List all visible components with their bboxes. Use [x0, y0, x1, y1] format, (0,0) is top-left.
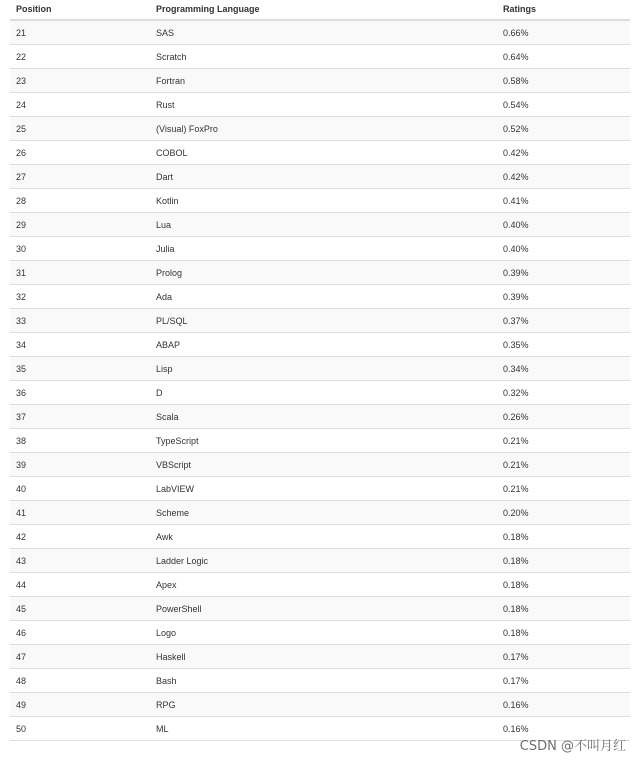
cell-language: Ada: [150, 285, 497, 309]
cell-language: LabVIEW: [150, 477, 497, 501]
cell-language: ML: [150, 717, 497, 741]
cell-rating: 0.18%: [497, 525, 630, 549]
cell-language: RPG: [150, 693, 497, 717]
cell-rating: 0.35%: [497, 333, 630, 357]
cell-language: Bash: [150, 669, 497, 693]
cell-rating: 0.34%: [497, 357, 630, 381]
table-row: [10, 285, 630, 309]
cell-language: (Visual) FoxPro: [150, 117, 497, 141]
table-row: [10, 237, 630, 261]
cell-position: 39: [10, 453, 150, 477]
cell-position: 31: [10, 261, 150, 285]
table-row: [10, 189, 630, 213]
cell-rating: 0.18%: [497, 573, 630, 597]
cell-rating: 0.64%: [497, 45, 630, 69]
table-row: [10, 261, 630, 285]
cell-rating: 0.17%: [497, 669, 630, 693]
cell-rating: 0.52%: [497, 117, 630, 141]
table-row: [10, 117, 630, 141]
cell-language: Logo: [150, 621, 497, 645]
table-row: [10, 621, 630, 645]
cell-rating: 0.40%: [497, 237, 630, 261]
cell-rating: 0.18%: [497, 549, 630, 573]
table-row: [10, 597, 630, 621]
table-row: [10, 69, 630, 93]
table-row: [10, 693, 630, 717]
cell-position: 46: [10, 621, 150, 645]
table-row: [10, 93, 630, 117]
cell-position: 29: [10, 213, 150, 237]
cell-position: 27: [10, 165, 150, 189]
table-row: [10, 165, 630, 189]
header-ratings: Ratings: [497, 0, 630, 20]
cell-language: Lua: [150, 213, 497, 237]
cell-rating: 0.26%: [497, 405, 630, 429]
cell-rating: 0.54%: [497, 93, 630, 117]
cell-rating: 0.17%: [497, 645, 630, 669]
cell-position: 28: [10, 189, 150, 213]
cell-position: 40: [10, 477, 150, 501]
table-row: [10, 309, 630, 333]
table-row: [10, 213, 630, 237]
cell-position: 48: [10, 669, 150, 693]
cell-position: 33: [10, 309, 150, 333]
cell-language: Lisp: [150, 357, 497, 381]
cell-rating: 0.16%: [497, 693, 630, 717]
cell-language: Kotlin: [150, 189, 497, 213]
table-row: [10, 525, 630, 549]
cell-rating: 0.42%: [497, 141, 630, 165]
cell-rating: 0.18%: [497, 597, 630, 621]
table-row: [10, 381, 630, 405]
ranking-table: [10, 0, 630, 741]
cell-language: TypeScript: [150, 429, 497, 453]
cell-position: 23: [10, 69, 150, 93]
cell-rating: 0.39%: [497, 261, 630, 285]
cell-position: 42: [10, 525, 150, 549]
table-row: [10, 357, 630, 381]
cell-rating: 0.39%: [497, 285, 630, 309]
cell-rating: 0.42%: [497, 165, 630, 189]
cell-language: Apex: [150, 573, 497, 597]
cell-rating: 0.21%: [497, 453, 630, 477]
cell-position: 24: [10, 93, 150, 117]
cell-language: Prolog: [150, 261, 497, 285]
cell-position: 44: [10, 573, 150, 597]
cell-position: 43: [10, 549, 150, 573]
cell-rating: 0.16%: [497, 717, 630, 741]
table-row: [10, 573, 630, 597]
cell-rating: 0.41%: [497, 189, 630, 213]
csdn-watermark: CSDN @不叫月红: [519, 739, 626, 754]
cell-position: 26: [10, 141, 150, 165]
table-row: [10, 333, 630, 357]
cell-rating: 0.18%: [497, 621, 630, 645]
cell-position: 45: [10, 597, 150, 621]
cell-rating: 0.40%: [497, 213, 630, 237]
cell-language: Dart: [150, 165, 497, 189]
cell-rating: 0.32%: [497, 381, 630, 405]
table-row: [10, 405, 630, 429]
cell-rating: 0.21%: [497, 477, 630, 501]
cell-position: 47: [10, 645, 150, 669]
cell-rating: 0.20%: [497, 501, 630, 525]
table-row: [10, 549, 630, 573]
cell-language: Scratch: [150, 45, 497, 69]
table-body: [10, 20, 630, 741]
cell-position: 38: [10, 429, 150, 453]
header-position: Position: [10, 0, 150, 20]
cell-language: Julia: [150, 237, 497, 261]
cell-language: D: [150, 381, 497, 405]
cell-language: PowerShell: [150, 597, 497, 621]
cell-position: 22: [10, 45, 150, 69]
table-row: [10, 669, 630, 693]
cell-language: Awk: [150, 525, 497, 549]
cell-position: 35: [10, 357, 150, 381]
table-row: [10, 45, 630, 69]
cell-position: 37: [10, 405, 150, 429]
cell-position: 34: [10, 333, 150, 357]
cell-position: 30: [10, 237, 150, 261]
cell-position: 49: [10, 693, 150, 717]
cell-language: Fortran: [150, 69, 497, 93]
table-row: [10, 501, 630, 525]
cell-position: 25: [10, 117, 150, 141]
cell-language: Scala: [150, 405, 497, 429]
table-row: [10, 477, 630, 501]
cell-position: 50: [10, 717, 150, 741]
cell-rating: 0.58%: [497, 69, 630, 93]
cell-language: Scheme: [150, 501, 497, 525]
cell-language: Rust: [150, 93, 497, 117]
cell-language: ABAP: [150, 333, 497, 357]
cell-rating: 0.66%: [497, 20, 630, 45]
cell-language: SAS: [150, 20, 497, 45]
cell-position: 32: [10, 285, 150, 309]
table-row: [10, 141, 630, 165]
cell-language: COBOL: [150, 141, 497, 165]
table-row: [10, 453, 630, 477]
table-row: [10, 429, 630, 453]
cell-language: Haskell: [150, 645, 497, 669]
table-row: [10, 645, 630, 669]
cell-rating: 0.21%: [497, 429, 630, 453]
header-row: [10, 0, 630, 20]
table-header: [10, 0, 630, 20]
header-language: Programming Language: [150, 0, 497, 20]
cell-language: Ladder Logic: [150, 549, 497, 573]
table-row: [10, 20, 630, 45]
cell-language: VBScript: [150, 453, 497, 477]
cell-position: 21: [10, 20, 150, 45]
cell-rating: 0.37%: [497, 309, 630, 333]
cell-position: 36: [10, 381, 150, 405]
cell-language: PL/SQL: [150, 309, 497, 333]
cell-position: 41: [10, 501, 150, 525]
